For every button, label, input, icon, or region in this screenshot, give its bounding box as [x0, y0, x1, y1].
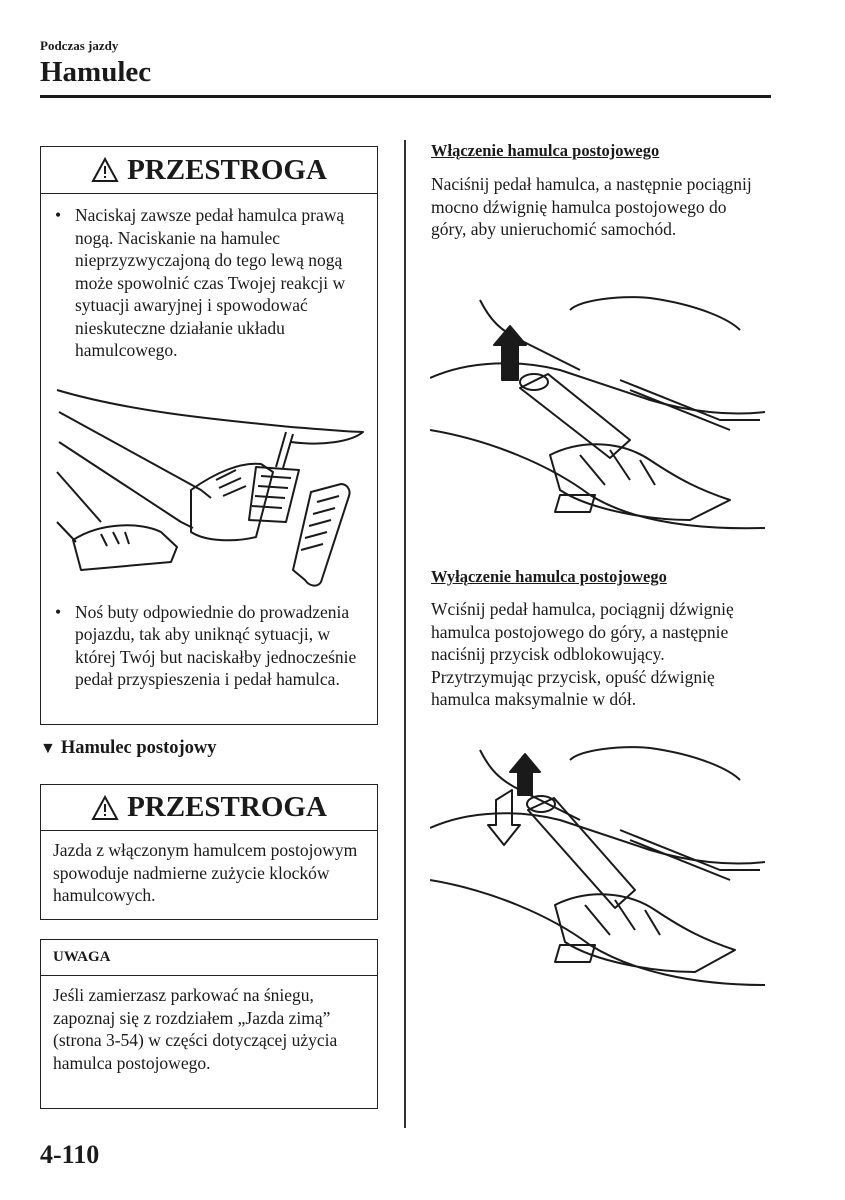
page-title: Hamulec	[40, 56, 152, 88]
caution-header	[41, 785, 377, 831]
bullet-text: Noś buty odpowiednie do prowadzenia pojazdu, tak aby uniknąć sytuacji, w której Twój but naciskałby jednocześnie pedał przyspieszenia i pedał hamulca.	[75, 601, 357, 689]
release-text: Wciśnij pedał hamulca, pociągnij dźwignię hamulca postojowego do góry, a następnie naciśnij przycisk odblokowujący. Przytrzymując przycisk, opuść dźwignię hamulca maksymalnie w dół.	[431, 599, 734, 709]
parking-brake-heading	[40, 738, 217, 759]
triangle-down-marker: ▼	[40, 739, 56, 757]
note-box	[40, 939, 378, 1109]
caution-bullet	[41, 601, 377, 691]
title-rule	[40, 95, 771, 98]
section-label: Podczas jazdy	[40, 38, 119, 53]
engage-heading: Włączenie hamulca postojowego	[431, 141, 660, 160]
caution-header	[41, 147, 377, 194]
handbrake-engage-illustration	[430, 290, 770, 535]
release-heading: Wyłączenie hamulca postojowego	[431, 567, 667, 586]
caution-label: PRZESTROGA	[127, 791, 327, 823]
warning-triangle-icon	[91, 157, 119, 183]
pedal-illustration	[41, 372, 377, 587]
caution-box-pedal	[40, 146, 378, 725]
column-divider	[404, 140, 406, 1128]
caution-box-parking	[40, 784, 378, 920]
bullet-icon: •	[55, 601, 62, 622]
bullet-text: Naciskaj zawsze pedał hamulca prawą nogą. Naciskanie na hamulec nieprzyzwyczajoną do tego lewą nogą może spowolnić czas Twojej reakcji w sytuacji awaryjnej i spowodować nieskuteczne działanie układu hamulcowego.	[75, 205, 346, 360]
caution-text: Jazda z włączonym hamulcem postojowym spowoduje nadmierne zużycie klocków hamulcowych.	[53, 840, 358, 905]
page-number: 4-110	[40, 1140, 100, 1169]
parking-brake-title: Hamulec postojowy	[60, 738, 217, 758]
note-text: Jeśli zamierzasz parkować na śniegu, zapoznaj się z rozdziałem „Jazda zimą” (strona 3-54) w części dotyczącej użycia hamulca postojowego.	[53, 985, 338, 1073]
handbrake-release-illustration	[430, 740, 770, 1000]
caution-label: PRZESTROGA	[127, 153, 327, 186]
note-label: UWAGA	[41, 940, 377, 976]
bullet-icon: •	[55, 205, 62, 225]
engage-text: Naciśnij pedał hamulca, a następnie pociągnij mocno dźwignię hamulca postojowego do góry, aby unieruchomić samochód.	[431, 174, 752, 239]
caution-bullet	[41, 204, 377, 362]
warning-triangle-icon	[91, 795, 119, 821]
